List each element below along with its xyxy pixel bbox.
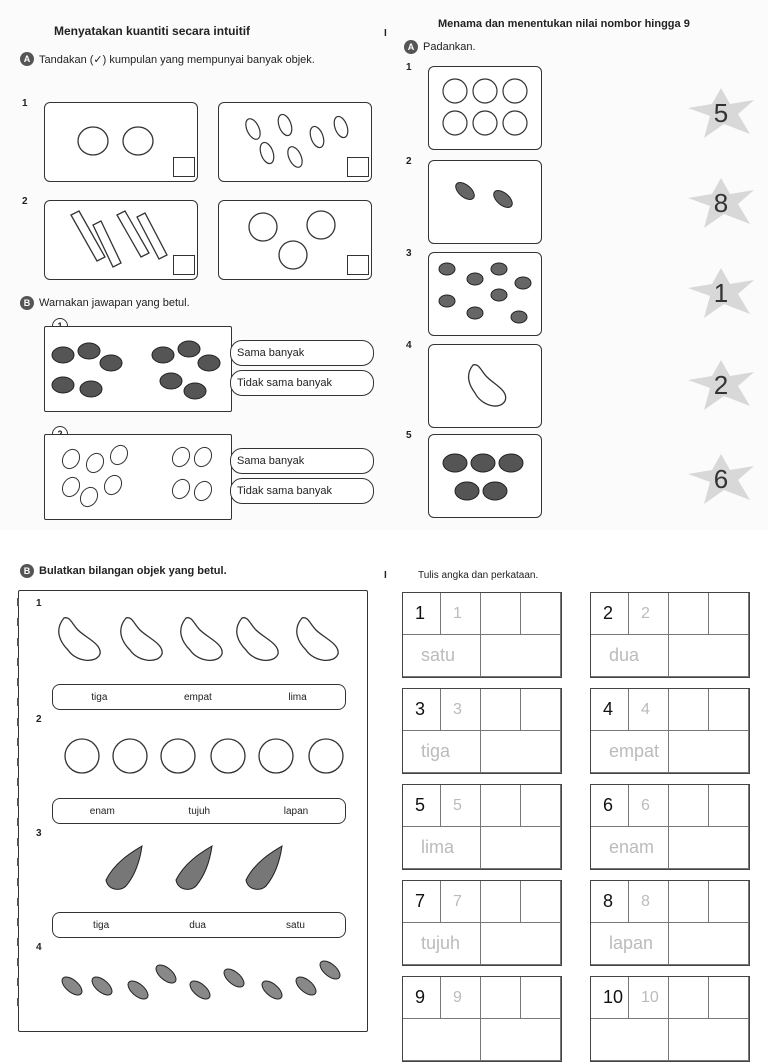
digit-label: 10 xyxy=(603,987,624,1007)
tick-box[interactable] xyxy=(173,255,195,275)
writing-cell[interactable] xyxy=(669,827,749,869)
group-box-seeds xyxy=(428,252,542,336)
group-box-candies xyxy=(428,160,542,244)
page-title: Menama dan menentukan nilai nombor hingga 9 xyxy=(438,18,690,30)
writing-cell[interactable] xyxy=(669,593,709,635)
star-number-1[interactable] xyxy=(688,268,754,318)
answer-choices xyxy=(52,798,346,824)
page-title: Menyatakan kuantiti secara intuitif xyxy=(54,24,251,38)
section-b-instruction xyxy=(20,296,190,310)
trace-digit: 8 xyxy=(641,893,650,910)
writing-cell[interactable] xyxy=(669,731,749,773)
writing-cell[interactable] xyxy=(669,881,709,923)
trace-word: lima xyxy=(421,837,455,857)
group-box-papaya xyxy=(428,344,542,428)
writing-cell[interactable] xyxy=(521,689,561,731)
digit-label: 9 xyxy=(415,987,426,1007)
choice-option[interactable]: tiga xyxy=(93,919,110,931)
number-writing-grid xyxy=(402,976,562,1062)
choice-option[interactable]: empat xyxy=(183,691,212,703)
writing-cell[interactable] xyxy=(669,635,749,677)
group-box-sticks xyxy=(44,200,198,280)
page-mark: I xyxy=(384,570,387,581)
worksheet-page-2 xyxy=(384,0,768,530)
trace-digit: 5 xyxy=(453,797,462,814)
digit-label: 4 xyxy=(603,699,614,719)
instruction-text: Bulatkan bilangan objek yang betul. xyxy=(39,565,227,577)
answer-same[interactable]: Sama banyak xyxy=(230,340,374,366)
writing-cell[interactable] xyxy=(709,977,749,1019)
number-writing-grid xyxy=(402,688,562,774)
digit-label: 3 xyxy=(415,699,426,719)
group-box-apples xyxy=(428,66,542,150)
digit-label: 1 xyxy=(415,603,426,623)
question-number: 2 xyxy=(406,156,412,167)
writing-cell[interactable] xyxy=(481,785,521,827)
choice-option[interactable]: satu xyxy=(286,919,305,931)
writing-cell[interactable] xyxy=(521,881,561,923)
writing-cell[interactable] xyxy=(709,785,749,827)
choice-option[interactable]: dua xyxy=(189,919,206,931)
trace-word: tujuh xyxy=(421,933,461,953)
digit-label: 7 xyxy=(415,891,426,911)
group-box-leaves xyxy=(218,102,372,182)
trace-digit: 2 xyxy=(641,605,650,622)
candy-icon xyxy=(50,950,350,1010)
section-badge: B xyxy=(20,296,34,310)
star-label: 6 xyxy=(713,463,729,494)
number-writing-grid xyxy=(590,784,750,870)
choice-option[interactable]: lapan xyxy=(283,805,309,817)
pineapple-groups xyxy=(44,434,232,520)
question-number: 5 xyxy=(406,430,412,441)
writing-cell[interactable] xyxy=(481,593,521,635)
digit-label: 6 xyxy=(603,795,614,815)
trace-word: satu xyxy=(421,645,456,665)
apple-icon xyxy=(50,732,350,782)
writing-cell[interactable] xyxy=(669,785,709,827)
choice-option[interactable]: tiga xyxy=(91,691,108,703)
number-writing-grid xyxy=(590,976,750,1062)
answer-choices xyxy=(52,912,346,938)
answer-not-same[interactable]: Tidak sama banyak xyxy=(230,370,374,396)
instruction-text: Padankan. xyxy=(423,41,476,53)
page-title: Tulis angka dan perkataan. xyxy=(418,570,539,581)
question-number: 1 xyxy=(406,62,412,73)
page-mark: I xyxy=(384,28,387,39)
instruction-text: Warnakan jawapan yang betul. xyxy=(39,297,190,309)
worksheet-page-1 xyxy=(0,0,384,530)
star-number-2[interactable] xyxy=(688,360,754,410)
group-box-watermelons xyxy=(428,434,542,518)
instruction-text: Tandakan (✓) kumpulan yang mempunyai banyak objek. xyxy=(39,53,315,66)
writing-cell[interactable] xyxy=(709,593,749,635)
question-number: 2 xyxy=(22,196,28,207)
row-number: 2 xyxy=(36,714,42,725)
trace-word: tiga xyxy=(421,741,451,761)
choice-option[interactable]: lima xyxy=(288,691,307,703)
section-a-instruction xyxy=(20,52,315,66)
writing-cell[interactable] xyxy=(481,731,561,773)
papaya-icon xyxy=(50,612,350,672)
writing-cell[interactable] xyxy=(709,689,749,731)
digit-label: 2 xyxy=(603,603,614,623)
watermelon-groups xyxy=(44,326,232,412)
question-number: 3 xyxy=(406,248,412,259)
tick-box[interactable] xyxy=(347,255,369,275)
pineapple-icon xyxy=(45,435,229,517)
writing-cell[interactable] xyxy=(669,689,709,731)
candy-icon xyxy=(429,161,539,241)
answer-not-same[interactable]: Tidak sama banyak xyxy=(230,478,374,504)
banana-icon xyxy=(96,840,336,904)
trace-word: dua xyxy=(609,645,640,665)
star-number-8[interactable] xyxy=(688,178,754,228)
writing-cell[interactable] xyxy=(669,977,709,1019)
section-badge: A xyxy=(20,52,34,66)
group-box-lemons xyxy=(44,102,198,182)
star-label: 5 xyxy=(713,97,729,128)
group-box-oranges xyxy=(218,200,372,280)
writing-cell[interactable] xyxy=(481,977,521,1019)
trace-digit: 1 xyxy=(453,605,462,622)
trace-digit: 10 xyxy=(641,989,659,1006)
papaya-icon xyxy=(429,345,539,425)
trace-digit: 3 xyxy=(453,701,462,718)
star-number-6[interactable] xyxy=(688,454,754,504)
trace-digit: 9 xyxy=(453,989,462,1006)
number-writing-grid xyxy=(402,880,562,966)
writing-cell[interactable] xyxy=(521,785,561,827)
digit-label: 5 xyxy=(415,795,426,815)
writing-cell[interactable] xyxy=(481,1019,561,1061)
writing-cell[interactable] xyxy=(481,827,561,869)
star-number-5[interactable] xyxy=(688,88,754,138)
trace-word: enam xyxy=(609,837,655,857)
writing-cell[interactable] xyxy=(481,881,521,923)
trace-digit: 4 xyxy=(641,701,650,718)
number-writing-grid xyxy=(590,688,750,774)
choice-option[interactable]: enam xyxy=(89,805,115,817)
answer-same[interactable]: Sama banyak xyxy=(230,448,374,474)
question-number: 4 xyxy=(406,340,412,351)
trace-digit: 7 xyxy=(453,893,462,910)
writing-cell[interactable] xyxy=(669,923,749,965)
writing-cell[interactable] xyxy=(403,1019,481,1061)
section-a-instruction xyxy=(404,40,476,54)
writing-cell[interactable] xyxy=(669,1019,749,1061)
writing-cell[interactable] xyxy=(481,635,561,677)
worksheet-page-3 xyxy=(0,540,384,1024)
spiral-binding xyxy=(14,592,22,1024)
writing-cell[interactable] xyxy=(521,977,561,1019)
number-writing-grid xyxy=(402,784,562,870)
star-label: 2 xyxy=(713,369,729,400)
seed-icon xyxy=(429,253,539,333)
star-label: 8 xyxy=(713,187,729,218)
writing-cell[interactable] xyxy=(481,689,521,731)
row-number: 1 xyxy=(36,598,42,609)
number-writing-grid xyxy=(402,592,562,678)
row-number: 3 xyxy=(36,828,42,839)
watermelon-icon xyxy=(45,327,229,409)
section-badge: B xyxy=(20,564,34,578)
digit-label: 8 xyxy=(603,891,614,911)
writing-cell[interactable] xyxy=(709,881,749,923)
trace-word: empat xyxy=(609,741,660,761)
section-badge: A xyxy=(404,40,418,54)
number-writing-grid xyxy=(590,880,750,966)
answer-choices xyxy=(52,684,346,710)
star-label: 1 xyxy=(713,277,729,308)
question-number: 1 xyxy=(22,98,28,109)
apple-icon xyxy=(429,67,539,147)
tick-box[interactable] xyxy=(347,157,369,177)
writing-cell[interactable] xyxy=(521,593,561,635)
writing-cell[interactable] xyxy=(481,923,561,965)
number-writing-grid xyxy=(590,592,750,678)
choice-option[interactable]: tujuh xyxy=(188,805,211,817)
writing-cell[interactable] xyxy=(591,1019,669,1061)
tick-box[interactable] xyxy=(173,157,195,177)
row-number: 4 xyxy=(36,942,42,953)
worksheet-page-4 xyxy=(384,540,768,1024)
trace-word: lapan xyxy=(609,933,654,953)
section-b-instruction xyxy=(20,564,227,578)
trace-digit: 6 xyxy=(641,797,650,814)
watermelon-icon xyxy=(429,435,539,515)
